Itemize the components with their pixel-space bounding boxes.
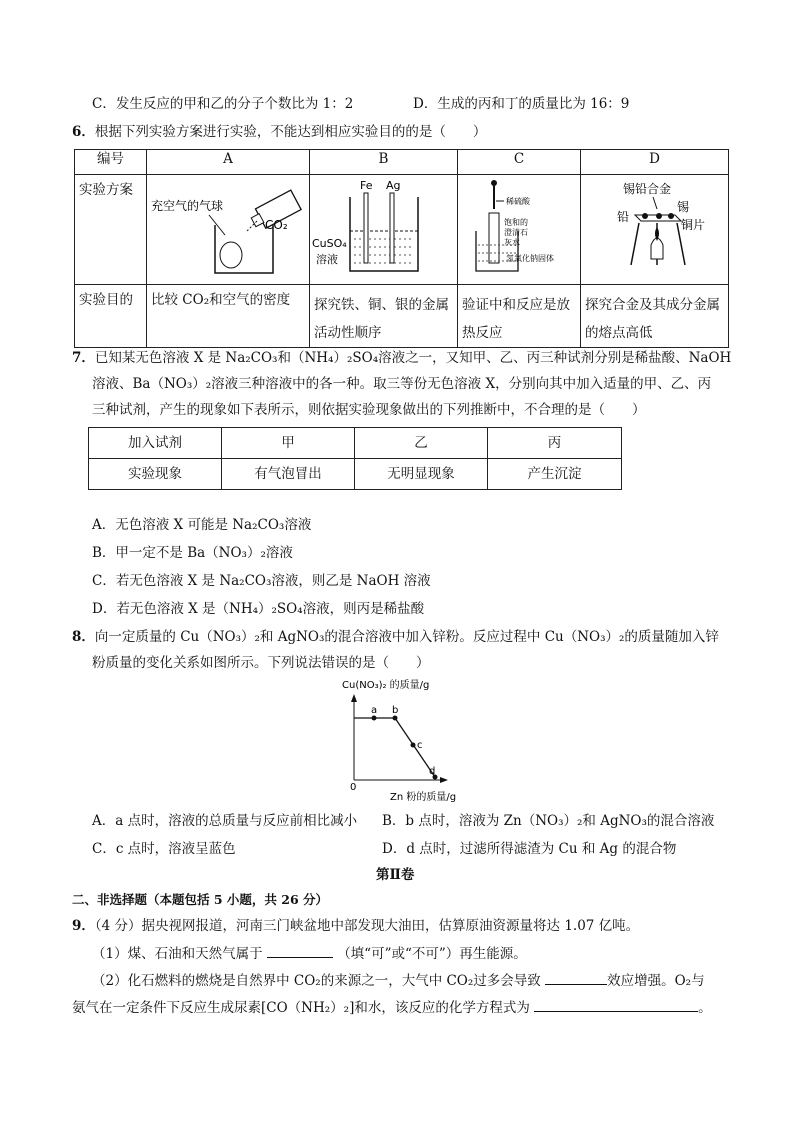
figure-b-fe-strip [364, 193, 368, 263]
q8-graph-label-c: c [417, 740, 423, 751]
q8-graph-x-arrow [440, 777, 448, 783]
q8-graph [340, 676, 480, 806]
q7-table-r2c4: 产生沉淀 [488, 459, 622, 490]
figure-d-tin-label: 锡 [677, 200, 690, 214]
q9-sub-2-b: 效应增强。O₂与 [607, 973, 705, 989]
figure-d-copper-label: 铜片 [681, 218, 706, 232]
q7-table-r1c2: 甲 [222, 428, 355, 459]
q7-line-2: 溶液、Ba（NO₃）₂溶液三种溶液中的各一种。取三等份无色溶液 X，分别向其中加入适量的甲、乙、丙 [92, 376, 712, 392]
q8-graph-label-d: d [429, 766, 436, 777]
q9-stem [72, 917, 639, 935]
q7-text-1: 已知某无色溶液 X 是 Na₂CO₃和（NH₄）₂SO₄溶液之一，又知甲、乙、丙三种试剂分别是稀盐酸、NaOH [94, 350, 732, 366]
q8-option-d: D．d 点时，过滤所得滤渣为 Cu 和 Ag 的混合物 [382, 841, 677, 857]
figure-d-tin-bead [668, 213, 674, 219]
q7-option-a: A．无色溶液 X 可能是 Na₂CO₃溶液 [92, 517, 312, 533]
figure-a-gas-label: CO₂ [265, 218, 288, 232]
q7-table-r1c4: 丙 [488, 428, 622, 459]
q9-sub-3-a: 氨气在一定条件下反应生成尿素[CO（NH₂）₂]和水，该反应的化学方程式为 [72, 1000, 530, 1016]
q9-number: 9． [72, 918, 95, 934]
q8-line-2: 粉质量的变化关系如图所示。下列说法错误的是（ ） [92, 655, 430, 671]
figure-d-lead-bead [642, 213, 648, 219]
figure-a-balloon-label: 充空气的气球 [151, 199, 224, 213]
q9-blank-3[interactable] [534, 997, 698, 1012]
q9-sub-3-b: 。 [698, 1000, 712, 1016]
figure-b-fe-label: Fe [360, 179, 373, 192]
figure-a-balloon-beaker [147, 175, 310, 279]
q8-option-b: B．b 点时，溶液为 Zn（NO₃）₂和 AgNO₃的混合溶液 [382, 813, 715, 829]
q6-goal-c: 验证中和反应是放热反应 [458, 285, 581, 348]
q8-graph-xlabel: Zn 粉的质量/g [390, 792, 457, 803]
q6-row-goal-label: 实验目的 [75, 285, 147, 348]
q7-option-d: D．若无色溶液 X 是（NH₄）₂SO₄溶液，则丙是稀盐酸 [92, 601, 425, 617]
figure-b-ag-strip [390, 193, 394, 263]
figure-b-liquid [354, 239, 414, 263]
q6-goal-d: 探究合金及其成分金属的熔点高低 [581, 285, 729, 348]
q8-graph-point-b [393, 716, 398, 721]
figure-c-acid-label: 稀硫酸 [506, 197, 530, 206]
figure-d-alloy-pointer [653, 197, 657, 209]
q6-stem [72, 123, 486, 141]
figure-d-alloy-heating [581, 175, 729, 279]
section-two-heading: 二、非选择题（本题包括 5 小题，共 26 分） [72, 892, 329, 907]
figure-c-test-tube [489, 213, 499, 263]
q9-sub-1-a: （1）煤、石油和天然气属于 [92, 946, 263, 962]
q9-sub-1 [92, 943, 527, 963]
q8-graph-point-c [411, 743, 416, 748]
q6-figure-a-cell [147, 175, 310, 285]
q8-number: 8． [72, 629, 95, 645]
q7-line-3: 三种试剂，产生的现象如下表所示，则依据实验现象做出的下列推断中，不合理的是（ ） [92, 402, 646, 418]
q6-header-a: A [147, 150, 310, 175]
figure-b-beaker [350, 197, 418, 271]
q8-graph-label-a: a [371, 705, 378, 716]
q6-text: 根据下列实验方案进行实验，不能达到相应实验目的的是（ ） [94, 124, 487, 140]
q9-sub-2 [92, 970, 705, 990]
q7-option-b: B．甲一定不是 Ba（NO₃）₂溶液 [92, 545, 293, 561]
figure-d-lead-label: 铅 [617, 210, 630, 224]
q6-figure-d-cell [581, 175, 729, 285]
q6-header-c: C [458, 150, 581, 175]
q8-graph-y-arrow [351, 694, 357, 702]
q6-goal-a: 比较 CO₂和空气的密度 [147, 285, 310, 348]
q8-graph-label-b: b [392, 705, 399, 716]
q6-goal-b: 探究铁、铜、银的金属活动性顺序 [310, 285, 458, 348]
q8-text-1: 向一定质量的 Cu（NO₃）₂和 AgNO₃的混合溶液中加入锌粉。反应过程中 Cu（NO₃）₂的质量随加入锌 [94, 629, 719, 645]
q8-option-c: C．c 点时，溶液呈蓝色 [92, 841, 236, 857]
q7-number: 7． [72, 350, 95, 366]
figure-b-solution-label-1: CuSO₄ [312, 237, 347, 250]
q7-table-r2c3: 无明显现象 [355, 459, 488, 490]
q8-option-a: A．a 点时，溶液的总质量与反应前相比减小 [92, 813, 358, 829]
q9-blank-1[interactable] [267, 943, 333, 958]
q8-graph-point-a [372, 716, 377, 721]
q8-graph-curve [354, 718, 435, 777]
figure-a-beaker [215, 225, 273, 273]
figure-b-ag-label: Ag [386, 179, 401, 192]
q5-option-c: C．发生反应的甲和乙的分子个数比为 1：2 [92, 96, 354, 112]
q8-graph-origin: 0 [350, 782, 357, 793]
part-two-title: 第Ⅱ卷 [376, 867, 415, 883]
figure-d-lamp [651, 238, 663, 259]
q7-table-r1c1: 加入试剂 [89, 428, 222, 459]
q9-sub-2-a: （2）化石燃料的燃烧是自然界中 CO₂的来源之一，大气中 CO₂过多会导致 [92, 973, 541, 989]
figure-b-metals-beaker [310, 175, 458, 279]
figure-a-balloon [220, 242, 242, 268]
q6-header-b: B [310, 150, 458, 175]
q6-header-id: 编号 [75, 150, 147, 175]
q8-graph-ylabel: Cu(NO₃)₂ 的质量/g [342, 680, 430, 691]
q9-stem-text: （4 分）据央视网报道，河南三门峡盆地中部发现大油田，估算原油资源量将达 1.07 亿吨。 [94, 918, 640, 934]
q6-header-d: D [581, 150, 729, 175]
q8-line-1 [72, 628, 719, 646]
figure-c-lime-label-3: 灰水 [504, 238, 520, 247]
figure-c-lime-label-1: 饱和的 [504, 218, 528, 227]
q7-line-1 [72, 349, 731, 367]
q6-number: 6． [72, 124, 95, 140]
q6-figure-c-cell [458, 175, 581, 285]
q5-option-d: D．生成的丙和丁的质量比为 16：9 [413, 96, 630, 112]
q6-table [74, 149, 729, 348]
q7-table-r2c2: 有气泡冒出 [222, 459, 355, 490]
q6-row-plan-label: 实验方案 [75, 175, 147, 285]
q9-blank-2[interactable] [545, 970, 607, 985]
q7-option-c: C．若无色溶液 X 是 Na₂CO₃溶液，则乙是 NaOH 溶液 [92, 573, 431, 589]
figure-d-alloy-label: 锡铅合金 [623, 182, 672, 196]
figure-c-naoh-label: 氢氧化钠固体 [506, 254, 554, 263]
q7-table [88, 427, 622, 490]
figure-c-lime-label-2: 澄清石 [504, 228, 528, 237]
q9-sub-1-b: （填“可”或“不可”）再生能源。 [337, 946, 527, 962]
q7-table-r1c3: 乙 [355, 428, 488, 459]
q9-sub-3 [72, 997, 712, 1017]
figure-a-pointer [209, 215, 225, 235]
q7-table-r2c1: 实验现象 [89, 459, 222, 490]
figure-b-solution-label-2: 溶液 [316, 253, 338, 266]
figure-c-neutralization [458, 175, 581, 279]
figure-d-alloy-bead [656, 213, 662, 219]
q6-figure-b-cell [310, 175, 458, 285]
